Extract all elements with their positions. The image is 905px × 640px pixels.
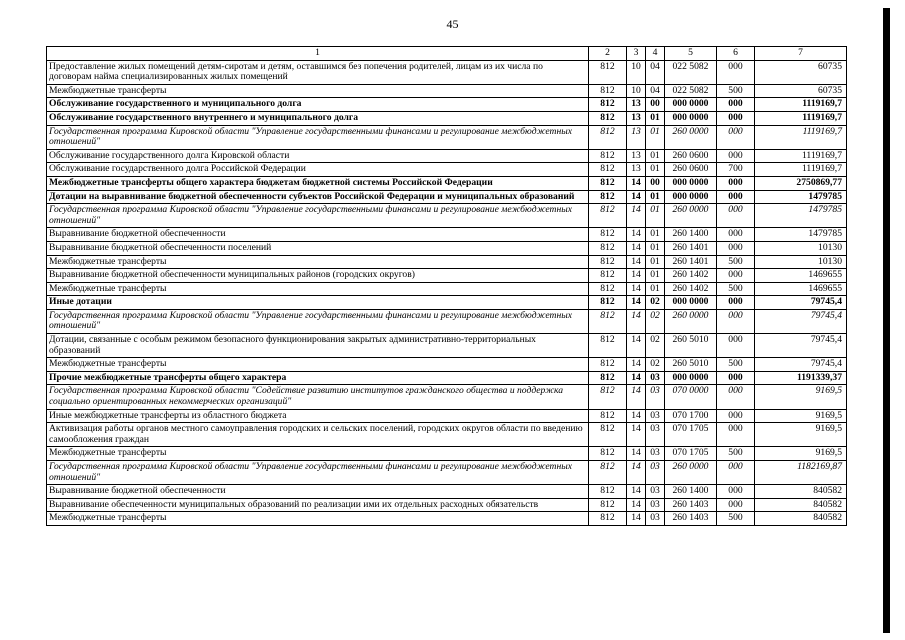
header-cell: 4 (646, 47, 665, 61)
ministry-code-cell: 812 (589, 334, 627, 358)
expense-type-cell: 000 (717, 334, 755, 358)
section-code-cell: 14 (627, 461, 646, 485)
expense-type-cell: 500 (717, 282, 755, 296)
target-article-cell: 022 5082 (665, 84, 717, 98)
ministry-code-cell: 812 (589, 176, 627, 190)
row-name-cell: Государственная программа Кировской области "Управление государственными финансами и регулирование межбюджетных отношений" (47, 204, 589, 228)
ministry-code-cell: 812 (589, 60, 627, 84)
expense-type-cell: 000 (717, 409, 755, 423)
table-row (47, 269, 847, 283)
expense-type-cell: 000 (717, 98, 755, 112)
subsection-code-cell: 03 (646, 423, 665, 447)
target-article-cell: 260 1401 (665, 255, 717, 269)
amount-cell: 1479785 (755, 190, 847, 204)
amount-cell: 9169,5 (755, 447, 847, 461)
expense-type-cell: 000 (717, 371, 755, 385)
row-name-cell: Межбюджетные трансферты (47, 282, 589, 296)
row-name-cell: Дотации на выравнивание бюджетной обеспеченности субъектов Российской Федерации и муниципальных образований (47, 190, 589, 204)
subsection-code-cell: 03 (646, 447, 665, 461)
ministry-code-cell: 812 (589, 309, 627, 333)
subsection-code-cell: 02 (646, 309, 665, 333)
target-article-cell: 260 0000 (665, 461, 717, 485)
subsection-code-cell: 01 (646, 282, 665, 296)
table-row (47, 282, 847, 296)
expense-type-cell: 000 (717, 190, 755, 204)
amount-cell: 840582 (755, 498, 847, 512)
ministry-code-cell: 812 (589, 125, 627, 149)
amount-cell: 10130 (755, 255, 847, 269)
section-code-cell: 14 (627, 409, 646, 423)
target-article-cell: 000 0000 (665, 190, 717, 204)
ministry-code-cell: 812 (589, 149, 627, 163)
ministry-code-cell: 812 (589, 111, 627, 125)
subsection-code-cell: 02 (646, 296, 665, 310)
section-code-cell: 14 (627, 241, 646, 255)
table-row (47, 461, 847, 485)
expense-type-cell: 000 (717, 385, 755, 409)
target-article-cell: 260 1403 (665, 512, 717, 526)
target-article-cell: 070 1705 (665, 423, 717, 447)
subsection-code-cell: 01 (646, 228, 665, 242)
target-article-cell: 260 1400 (665, 228, 717, 242)
expense-type-cell: 000 (717, 111, 755, 125)
amount-cell: 60735 (755, 60, 847, 84)
section-code-cell: 10 (627, 60, 646, 84)
table-row (47, 385, 847, 409)
ministry-code-cell: 812 (589, 255, 627, 269)
amount-cell: 9169,5 (755, 385, 847, 409)
row-name-cell: Предоставление жилых помещений детям-сиротам и детям, оставшимся без попечения родителей, лицам из их числа по договорам найма специализированных жилых помещений (47, 60, 589, 84)
header-cell: 1 (47, 47, 589, 61)
table-header-row (47, 47, 847, 61)
row-name-cell: Государственная программа Кировской области "Управление государственными финансами и регулирование межбюджетных отношений" (47, 125, 589, 149)
subsection-code-cell: 03 (646, 498, 665, 512)
row-name-cell: Иные дотации (47, 296, 589, 310)
amount-cell: 1469655 (755, 269, 847, 283)
subsection-code-cell: 01 (646, 125, 665, 149)
ministry-code-cell: 812 (589, 84, 627, 98)
row-name-cell: Межбюджетные трансферты (47, 84, 589, 98)
section-code-cell: 14 (627, 255, 646, 269)
expense-type-cell: 000 (717, 149, 755, 163)
ministry-code-cell: 812 (589, 447, 627, 461)
amount-cell: 9169,5 (755, 423, 847, 447)
ministry-code-cell: 812 (589, 98, 627, 112)
table-row (47, 423, 847, 447)
expense-type-cell: 000 (717, 296, 755, 310)
target-article-cell: 260 1402 (665, 269, 717, 283)
ministry-code-cell: 812 (589, 409, 627, 423)
expense-type-cell: 000 (717, 498, 755, 512)
amount-cell: 1119169,7 (755, 98, 847, 112)
subsection-code-cell: 01 (646, 163, 665, 177)
target-article-cell: 260 0000 (665, 204, 717, 228)
expense-type-cell: 000 (717, 485, 755, 499)
header-cell: 3 (627, 47, 646, 61)
table-row (47, 163, 847, 177)
header-cell: 7 (755, 47, 847, 61)
target-article-cell: 000 0000 (665, 111, 717, 125)
target-article-cell: 260 5010 (665, 358, 717, 372)
target-article-cell: 260 0600 (665, 163, 717, 177)
amount-cell: 1469655 (755, 282, 847, 296)
section-code-cell: 14 (627, 447, 646, 461)
table-row (47, 149, 847, 163)
expense-type-cell: 000 (717, 309, 755, 333)
row-name-cell: Государственная программа Кировской области "Содействие развитию институтов гражданского общества и поддержка социально ориентированных некоммерческих организаций" (47, 385, 589, 409)
table-row (47, 176, 847, 190)
table-row (47, 228, 847, 242)
subsection-code-cell: 00 (646, 98, 665, 112)
table-row (47, 84, 847, 98)
header-cell: 6 (717, 47, 755, 61)
amount-cell: 79745,4 (755, 296, 847, 310)
target-article-cell: 260 0000 (665, 309, 717, 333)
section-code-cell: 14 (627, 282, 646, 296)
target-article-cell: 070 0000 (665, 385, 717, 409)
amount-cell: 60735 (755, 84, 847, 98)
ministry-code-cell: 812 (589, 358, 627, 372)
subsection-code-cell: 02 (646, 358, 665, 372)
expense-type-cell: 000 (717, 125, 755, 149)
section-code-cell: 14 (627, 269, 646, 283)
target-article-cell: 260 1400 (665, 485, 717, 499)
amount-cell: 79745,4 (755, 334, 847, 358)
subsection-code-cell: 03 (646, 371, 665, 385)
section-code-cell: 14 (627, 309, 646, 333)
ministry-code-cell: 812 (589, 423, 627, 447)
row-name-cell: Государственная программа Кировской области "Управление государственными финансами и регулирование межбюджетных отношений" (47, 461, 589, 485)
section-code-cell: 14 (627, 190, 646, 204)
table-row (47, 60, 847, 84)
target-article-cell: 260 1401 (665, 241, 717, 255)
expense-type-cell: 500 (717, 84, 755, 98)
section-code-cell: 14 (627, 334, 646, 358)
section-code-cell: 14 (627, 371, 646, 385)
page-number: 45 (446, 17, 459, 31)
subsection-code-cell: 01 (646, 241, 665, 255)
row-name-cell: Межбюджетные трансферты (47, 512, 589, 526)
row-name-cell: Выравнивание обеспеченности муниципальных образований по реализации ими их отдельных расходных обязательств (47, 498, 589, 512)
target-article-cell: 070 1700 (665, 409, 717, 423)
ministry-code-cell: 812 (589, 269, 627, 283)
section-code-cell: 14 (627, 485, 646, 499)
subsection-code-cell: 01 (646, 190, 665, 204)
table-row (47, 204, 847, 228)
row-name-cell: Обслуживание государственного и муниципального долга (47, 98, 589, 112)
subsection-code-cell: 01 (646, 111, 665, 125)
subsection-code-cell: 04 (646, 60, 665, 84)
amount-cell: 1119169,7 (755, 149, 847, 163)
ministry-code-cell: 812 (589, 485, 627, 499)
target-article-cell: 070 1705 (665, 447, 717, 461)
ministry-code-cell: 812 (589, 498, 627, 512)
row-name-cell: Межбюджетные трансферты (47, 255, 589, 269)
expense-type-cell: 000 (717, 228, 755, 242)
subsection-code-cell: 01 (646, 255, 665, 269)
section-code-cell: 14 (627, 512, 646, 526)
table-row (47, 371, 847, 385)
amount-cell: 1479785 (755, 228, 847, 242)
ministry-code-cell: 812 (589, 228, 627, 242)
section-code-cell: 13 (627, 163, 646, 177)
amount-cell: 840582 (755, 485, 847, 499)
row-name-cell: Выравнивание бюджетной обеспеченности муниципальных районов (городских округов) (47, 269, 589, 283)
header-cell: 2 (589, 47, 627, 61)
row-name-cell: Обслуживание государственного долга Российской Федерации (47, 163, 589, 177)
amount-cell: 1119169,7 (755, 111, 847, 125)
target-article-cell: 022 5082 (665, 60, 717, 84)
target-article-cell: 260 5010 (665, 334, 717, 358)
row-name-cell: Межбюджетные трансферты (47, 358, 589, 372)
row-name-cell: Выравнивание бюджетной обеспеченности (47, 485, 589, 499)
target-article-cell: 260 1402 (665, 282, 717, 296)
ministry-code-cell: 812 (589, 204, 627, 228)
ministry-code-cell: 812 (589, 163, 627, 177)
target-article-cell: 260 0000 (665, 125, 717, 149)
subsection-code-cell: 01 (646, 204, 665, 228)
table-row (47, 512, 847, 526)
table-row (47, 485, 847, 499)
table-row (47, 296, 847, 310)
section-code-cell: 14 (627, 423, 646, 447)
table-row (47, 241, 847, 255)
ministry-code-cell: 812 (589, 282, 627, 296)
row-name-cell: Межбюджетные трансферты (47, 447, 589, 461)
table-row (47, 190, 847, 204)
table-body (47, 60, 847, 525)
section-code-cell: 14 (627, 358, 646, 372)
section-code-cell: 14 (627, 204, 646, 228)
amount-cell: 9169,5 (755, 409, 847, 423)
row-name-cell: Обслуживание государственного внутреннего и муниципального долга (47, 111, 589, 125)
amount-cell: 79745,4 (755, 309, 847, 333)
expense-type-cell: 500 (717, 512, 755, 526)
target-article-cell: 260 1403 (665, 498, 717, 512)
ministry-code-cell: 812 (589, 241, 627, 255)
amount-cell: 10130 (755, 241, 847, 255)
budget-table (46, 46, 847, 526)
table-row (47, 358, 847, 372)
amount-cell: 1182169,87 (755, 461, 847, 485)
table-row (47, 255, 847, 269)
subsection-code-cell: 03 (646, 512, 665, 526)
subsection-code-cell: 02 (646, 334, 665, 358)
target-article-cell: 000 0000 (665, 176, 717, 190)
expense-type-cell: 500 (717, 447, 755, 461)
amount-cell: 79745,4 (755, 358, 847, 372)
row-name-cell: Дотации, связанные с особым режимом безопасного функционирования закрытых административно-территориальных образований (47, 334, 589, 358)
section-code-cell: 14 (627, 228, 646, 242)
table-row (47, 498, 847, 512)
subsection-code-cell: 01 (646, 149, 665, 163)
section-code-cell: 14 (627, 498, 646, 512)
scan-edge-bar (883, 8, 890, 633)
ministry-code-cell: 812 (589, 296, 627, 310)
subsection-code-cell: 03 (646, 485, 665, 499)
row-name-cell: Обслуживание государственного долга Кировской области (47, 149, 589, 163)
expense-type-cell: 000 (717, 423, 755, 447)
target-article-cell: 000 0000 (665, 296, 717, 310)
amount-cell: 1479785 (755, 204, 847, 228)
table-row (47, 125, 847, 149)
section-code-cell: 13 (627, 149, 646, 163)
expense-type-cell: 000 (717, 60, 755, 84)
ministry-code-cell: 812 (589, 190, 627, 204)
ministry-code-cell: 812 (589, 461, 627, 485)
section-code-cell: 14 (627, 296, 646, 310)
subsection-code-cell: 03 (646, 409, 665, 423)
expense-type-cell: 500 (717, 358, 755, 372)
amount-cell: 1191339,37 (755, 371, 847, 385)
subsection-code-cell: 01 (646, 269, 665, 283)
table-row (47, 111, 847, 125)
row-name-cell: Иные межбюджетные трансферты из областного бюджета (47, 409, 589, 423)
table-row (47, 334, 847, 358)
expense-type-cell: 000 (717, 241, 755, 255)
subsection-code-cell: 04 (646, 84, 665, 98)
subsection-code-cell: 03 (646, 461, 665, 485)
expense-type-cell: 700 (717, 163, 755, 177)
row-name-cell: Выравнивание бюджетной обеспеченности поселений (47, 241, 589, 255)
section-code-cell: 13 (627, 98, 646, 112)
target-article-cell: 000 0000 (665, 371, 717, 385)
amount-cell: 840582 (755, 512, 847, 526)
ministry-code-cell: 812 (589, 371, 627, 385)
ministry-code-cell: 812 (589, 385, 627, 409)
expense-type-cell: 500 (717, 255, 755, 269)
table-row (47, 98, 847, 112)
amount-cell: 2750869,77 (755, 176, 847, 190)
table-row (47, 409, 847, 423)
amount-cell: 1119169,7 (755, 125, 847, 149)
section-code-cell: 10 (627, 84, 646, 98)
subsection-code-cell: 03 (646, 385, 665, 409)
row-name-cell: Государственная программа Кировской области "Управление государственными финансами и регулирование межбюджетных отношений" (47, 309, 589, 333)
section-code-cell: 13 (627, 111, 646, 125)
row-name-cell: Межбюджетные трансферты общего характера бюджетам бюджетной системы Российской Федерации (47, 176, 589, 190)
row-name-cell: Прочие межбюджетные трансферты общего характера (47, 371, 589, 385)
section-code-cell: 14 (627, 176, 646, 190)
table-row (47, 447, 847, 461)
target-article-cell: 260 0600 (665, 149, 717, 163)
target-article-cell: 000 0000 (665, 98, 717, 112)
amount-cell: 1119169,7 (755, 163, 847, 177)
expense-type-cell: 000 (717, 269, 755, 283)
expense-type-cell: 000 (717, 461, 755, 485)
header-cell: 5 (665, 47, 717, 61)
expense-type-cell: 000 (717, 204, 755, 228)
expense-type-cell: 000 (717, 176, 755, 190)
subsection-code-cell: 00 (646, 176, 665, 190)
section-code-cell: 14 (627, 385, 646, 409)
section-code-cell: 13 (627, 125, 646, 149)
row-name-cell: Активизация работы органов местного самоуправления городских и сельских поселений, городских округов области по введению самообложения граждан (47, 423, 589, 447)
ministry-code-cell: 812 (589, 512, 627, 526)
row-name-cell: Выравнивание бюджетной обеспеченности (47, 228, 589, 242)
table-row (47, 309, 847, 333)
